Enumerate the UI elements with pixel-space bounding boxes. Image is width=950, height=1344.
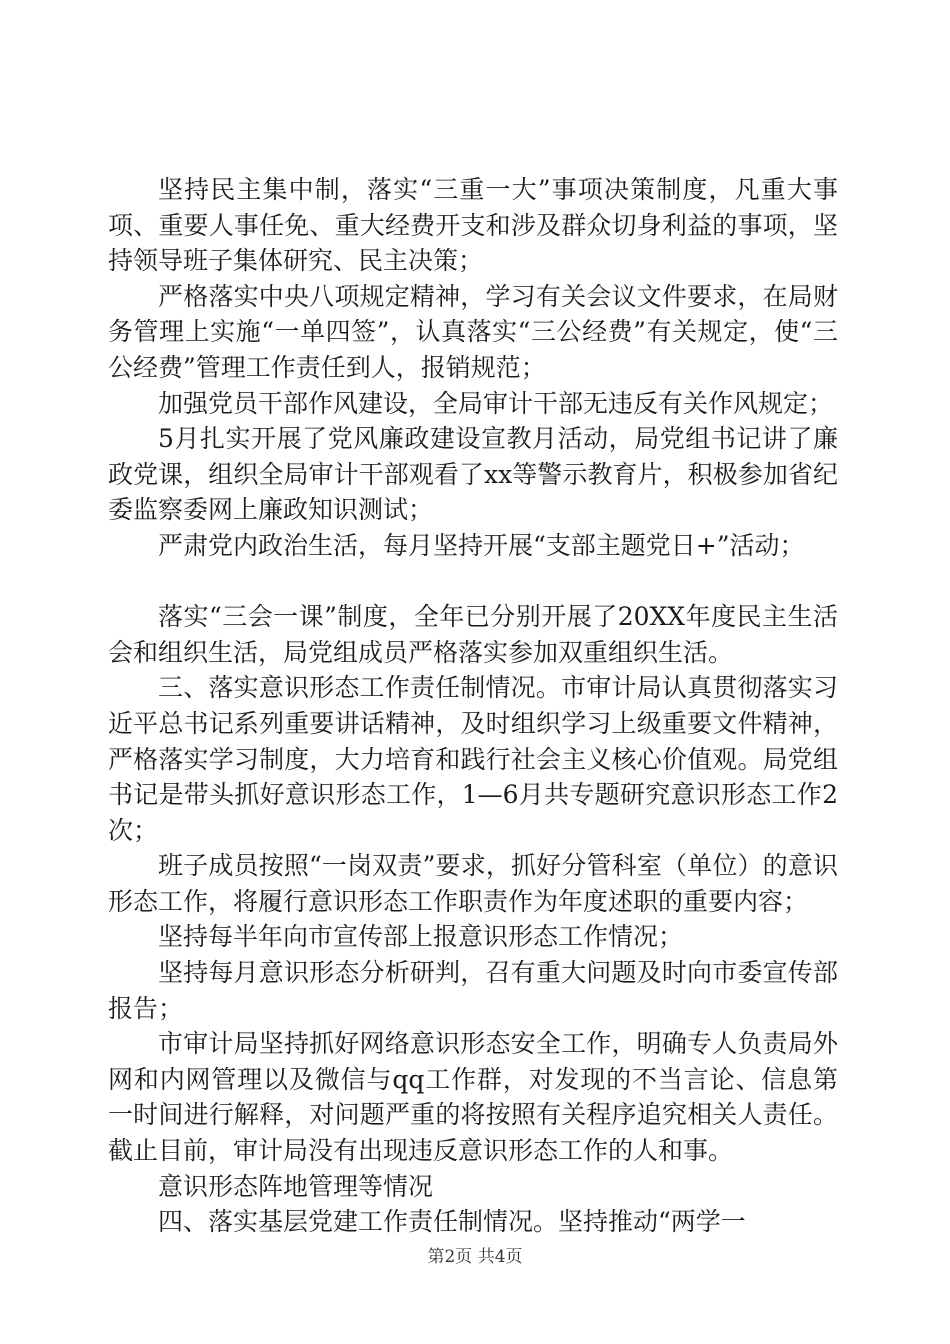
document-body [108, 172, 838, 1240]
paragraph-position-management: 意识形态阵地管理等情况 [158, 1171, 434, 1201]
paragraph-grassroots-party: 四、落实基层党建工作责任制情况。坚持推动“两学一 [158, 1207, 746, 1237]
paragraph-party-life: 严肃党内政治生活，每月坚持开展“支部主题党日+”活动； [158, 530, 805, 560]
paragraph-half-year-report: 坚持每半年向市宣传部上报意识形态工作情况； [158, 922, 684, 952]
paragraph-work-style: 加强党员干部作风建设，全局审计干部无违反有关作风规定； [158, 388, 834, 418]
paragraph-ideology-responsibility: 三、落实意识形态工作责任制情况。市审计局认真贯彻落实习近平总书记系列重要讲话精神，及时组织学习上级重要文件精神，严格落实学习制度，大力培育和践行社会主义核心价值观。局党组书记是带头抓好意识形态工作，1—6月共专题研究意识形态工作2次； [108, 673, 838, 845]
paragraph-eight-regulations: 严格落实中央八项规定精神，学习有关会议文件要求，在局财务管理上实施“一单四签”，认真落实“三公经费”有关规定，使“三公经费”管理工作责任到人，报销规范； [108, 281, 838, 382]
paragraph-monthly-analysis: 坚持每月意识形态分析研判，召有重大问题及时向市委宣传部报告； [108, 958, 838, 1023]
paragraph-network-security: 市审计局坚持抓好网络意识形态安全工作，明确专人负责局外网和内网管理以及微信与qq工作群，对发现的不当言论、信息第一时间进行解释，对问题严重的将按照有关程序追究相关人责任。截止目前，审计局没有出现违反意识形态工作的人和事。 [108, 1029, 838, 1166]
paragraph-democratic-centralism: 坚持民主集中制，落实“三重一大”事项决策制度，凡重大事项、重要人事任免、重大经费开支和涉及群众切身利益的事项，坚持领导班子集体研究、民主决策； [108, 175, 838, 276]
paragraph-one-post-two-duties: 班子成员按照“一岗双责”要求，抓好分管科室（单位）的意识形态工作，将履行意识形态工作职责作为年度述职的重要内容； [108, 851, 838, 916]
paragraph-three-meetings: 落实“三会一课”制度，全年已分别开展了20XX年度民主生活会和组织生活，局党组成员严格落实参加双重组织生活。 [108, 602, 838, 667]
paragraph-spacer [108, 564, 838, 600]
page-number-footer: 第2页 共4页 [427, 1247, 523, 1267]
paragraph-education-month: 5月扎实开展了党风廉政建设宣教月活动，局党组书记讲了廉政党课，组织全局审计干部观看了xx等警示教育片，积极参加省纪委监察委网上廉政知识测试； [108, 424, 838, 525]
